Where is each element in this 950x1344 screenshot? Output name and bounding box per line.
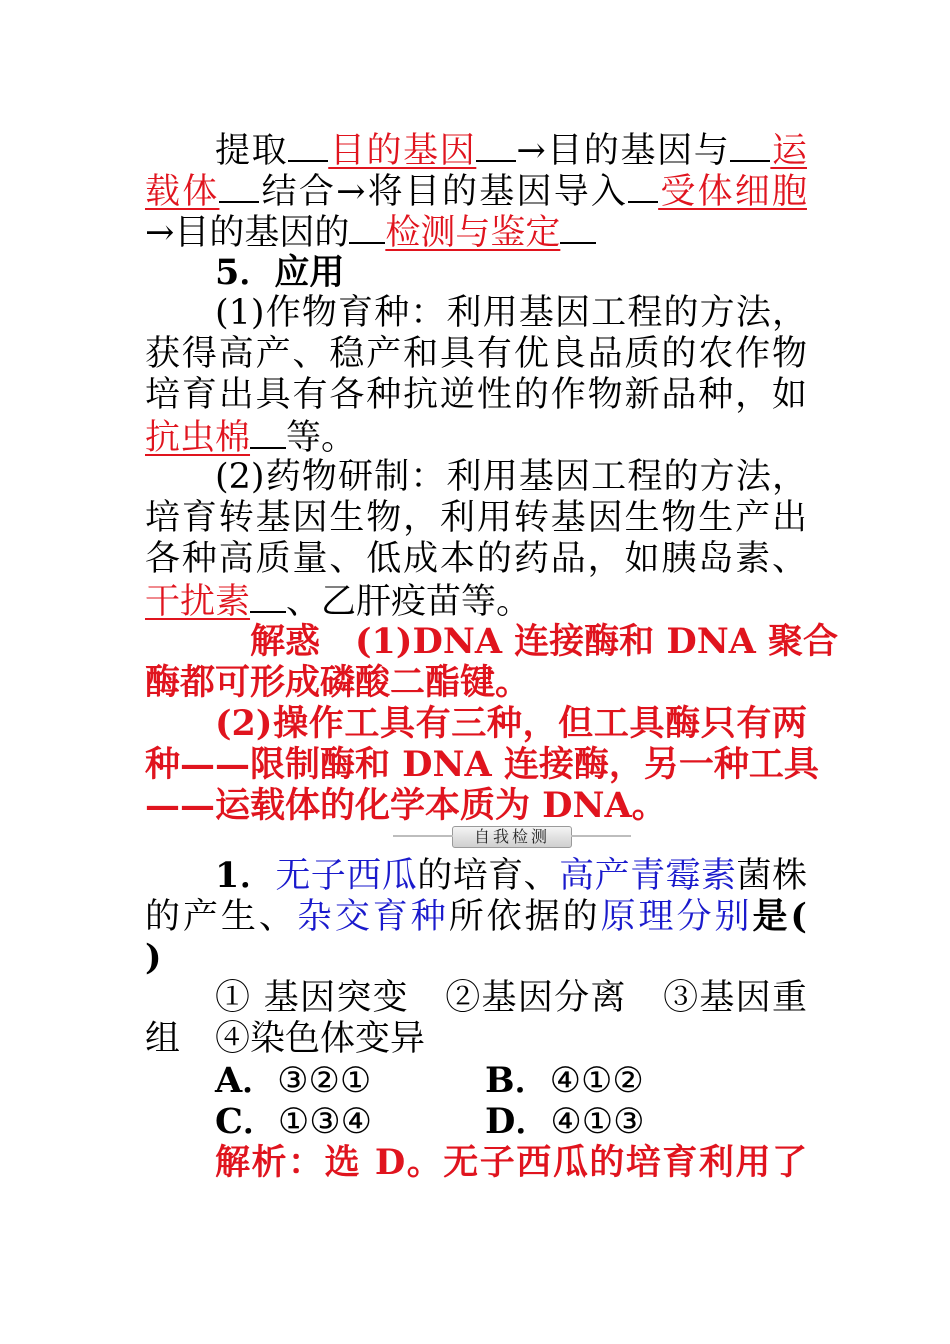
crop-breeding-line-4: 抗虫棉 等。 [145, 418, 357, 458]
procedure-line-3: →目的基因的 检测与鉴定 [145, 211, 807, 252]
choice-a[interactable]: A．③②① [215, 1060, 372, 1101]
crop-breeding-line-1: (1)作物育种：利用基因工程的方法， [215, 293, 807, 333]
answer-interferon: 干扰素 [145, 582, 251, 622]
answer-target-gene: 目的基因 [328, 131, 477, 171]
clarify-line-5: ——运载体的化学本质为 DNA。 [145, 785, 667, 826]
procedure-line-1: 提取 目的基因 →目的基因与 运 [215, 131, 807, 171]
option-statements-line-1: ① 基因突变 ②基因分离 ③基因重 [215, 978, 807, 1018]
choice-b[interactable]: B．④①② [485, 1060, 644, 1101]
drug-line-3: 各种高质量、低成本的药品，如胰岛素、 [145, 539, 807, 579]
analysis-line: 解析：选 D。无子西瓜的培育利用了 [215, 1142, 807, 1183]
drug-line-1: (2)药物研制：利用基因工程的方法， [215, 457, 807, 497]
question-1-line-1: 1．无子西瓜的培育、高产青霉素菌株 [215, 855, 807, 896]
drug-line-4: 干扰素 、乙肝疫苗等。 [145, 582, 532, 622]
drug-line-2: 培育转基因生物，利用转基因生物生产出 [145, 498, 807, 538]
crop-breeding-line-3: 培育出具有各种抗逆性的作物新品种，如 [145, 375, 807, 415]
choice-c[interactable]: C．①③④ [215, 1101, 372, 1142]
clarify-line-4: 种——限制酶和 DNA 连接酶，另一种工具 [145, 744, 819, 785]
answer-detection: 检测与鉴定 [385, 213, 561, 253]
answer-vector: 载体 [145, 172, 220, 212]
clarify-line-1: 解惑 (1)DNA 连接酶和 DNA 聚合 [250, 621, 839, 662]
question-1-line-3: ) [145, 937, 162, 978]
clarify-line-3: (2)操作工具有三种，但工具酶只有两 [215, 703, 807, 744]
clarify-line-2: 酶都可形成磷酸二酯键。 [145, 662, 531, 703]
crop-breeding-line-2: 获得高产、稳产和具有优良品质的农作物 [145, 334, 807, 374]
answer-bt-cotton: 抗虫棉 [145, 418, 251, 458]
choice-d[interactable]: D．④①③ [485, 1101, 645, 1142]
self-check-badge: 自我检测 [452, 826, 572, 848]
procedure-line-2: 载体 结合→将目的基因导入 受体细胞 [145, 172, 807, 212]
question-1-line-2: 的产生、杂交育种所依据的原理分别是( [145, 896, 807, 937]
option-statements-line-2: 组 ④染色体变异 [145, 1019, 426, 1059]
answer-recipient-cell: 受体细胞 [658, 172, 807, 212]
section-heading: 5．应用 [215, 252, 345, 293]
